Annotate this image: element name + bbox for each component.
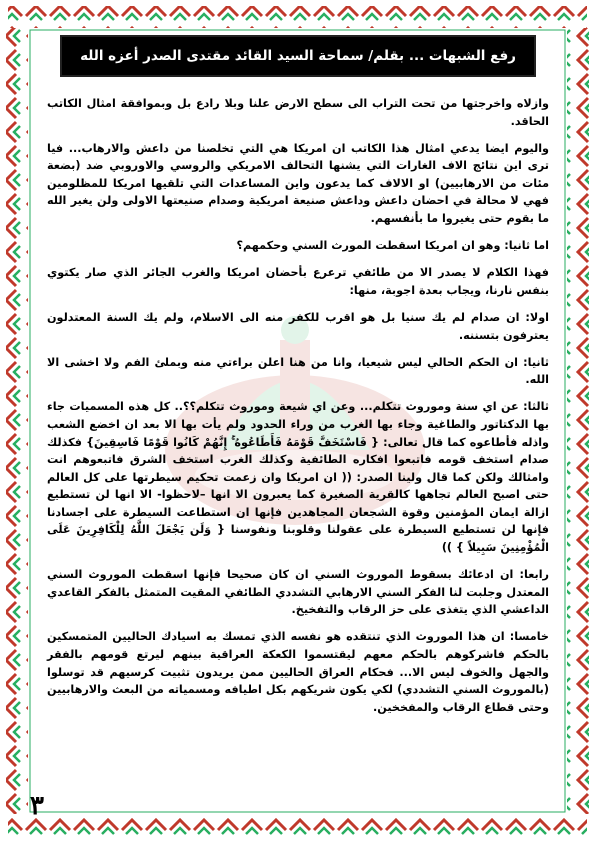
paragraph: ثالثا: عن اي سنة وموروث تتكلم... وعن اي شيعة وموروث تتكلم؟؟.. كل هذه المسميات جاء بها الدكتاتور والطاغية وجاء بها الغرب من وراء الحدود ولم يأت بها الا بعد ان اخضع الشعب واذله فأطاعوه كما قال تعالى: { فَاسْتَخَفَّ قَوْمَهُ فَأَطَاعُوهُ ۚ إِنَّهُمْ كَانُوا قَوْمًا فَاسِقِينَ} فكذلك صدام استخف قومه فاتبعوا افكاره الطائفية وكذلك الغرب استخف الشرق فاتبعوهم انت وامثالك ولكن كما قال ولينا الصدر: (( ان امريكا وان زعمت تحكيم سيطرتها على كل العالم حتى اصبح العالم تجاهها كالقرية الصغيرة كما يعبرون الا انها –لاحظوا- الا انها لن تستطيع ازالة ايمان المؤمنين وقوة الشجعان المجاهدين فإنها ان استطاعت السيطرة على اجسادنا فإنها لن تستطيع السيطرة على عقولنا وقلوبنا ونفوسنا { وَلَن يَجْعَلَ اللَّهُ لِلْكَافِرِينَ عَلَى الْمُؤْمِنِينَ سَبِيلاً } )) — [47, 400, 549, 555]
paragraph: رابعا: ان ادعائك بسقوط الموروث السني ان كان صحيحا فإنها اسقطت الموروث السني المعتدل وجلبت لنا الفكر السني الارهابي التشددي الطائفي المقيت المتمثل بالفكر القاعدي الداعشي الذي يتغذى على حز الرقاب والتفخيخ. — [47, 568, 549, 617]
article-body — [47, 95, 549, 815]
paragraph: خامسا: ان هذا الموروث الذي تنتقده هو نفسه الذي تمسك به اسيادك الحاليين المتمسكين بالحكم فاشركوهم بالحكم معهم ليقتسموا الكعكة العراقية بينهم ليرتع قومهم بالفقر والجهل والخوف ليس الا... فحكام العراق الحاليين ممن يريدون تثبيت كرسيهم قد توسلوا (بالموروث السني التشددي) لكي يكون شريكهم بكل اطيافه ومسمياته من البعث والارهابيين وحتى قطاع الرقاب والمفخخين. — [47, 630, 549, 714]
paragraph: وازلاه واخرجتها من تحت التراب الى سطح الارض علنا وبلا رادع بل وبموافقة امثال الكاتب الحاقد. — [47, 97, 549, 128]
paragraph: اما ثانيا: وهو ان امريكا اسقطت المورث السني وحكمهم؟ — [236, 239, 549, 253]
paragraph: اولا: ان صدام لم يك سنيا بل هو اقرب للكفر منه الى الاسلام، ولم يك السنة المعتدلون يعترفون بتسننه. — [47, 310, 549, 342]
paragraph: ثانيا: ان الحكم الحالي ليس شيعيا، وانا من هنا اعلن براءتي منه وبملئ الفم ولا اخشى الا الله. — [47, 355, 549, 387]
page-number: ٣ — [30, 791, 44, 821]
paragraph: فهذا الكلام لا يصدر الا من طائفي ترعرع بأحضان امريكا والغرب الجائر الذي صار يكتوي بنفس نارنا، ويجاب بعدة اجوبة، منها: — [47, 266, 549, 297]
page-title-text: رفع الشبهات ... بقلم/ سماحة السيد القائد مقتدى الصدر أعزه الله — [80, 48, 516, 64]
page-title — [60, 35, 536, 77]
paragraph: واليوم ايضا يدعي امثال هذا الكاتب ان امريكا هي التي تخلصنا من داعش والارهاب... فيا ترى اين نتائج الاف الغارات التي يشنها التحالف الامريكي والروسي والاوروبي ضد (بضعة مئات من الارهابيين) او الالاف كما يدعون واين المساعدات التي تلقيها امريكا للمظلومين فهي لا محالة في احضان داعش وداعش صنيعة امريكية وصدام صنيعتها الاولى ولن يغير الله ما بقوم حتى يغيروا ما بأنفسهم. — [47, 141, 549, 226]
